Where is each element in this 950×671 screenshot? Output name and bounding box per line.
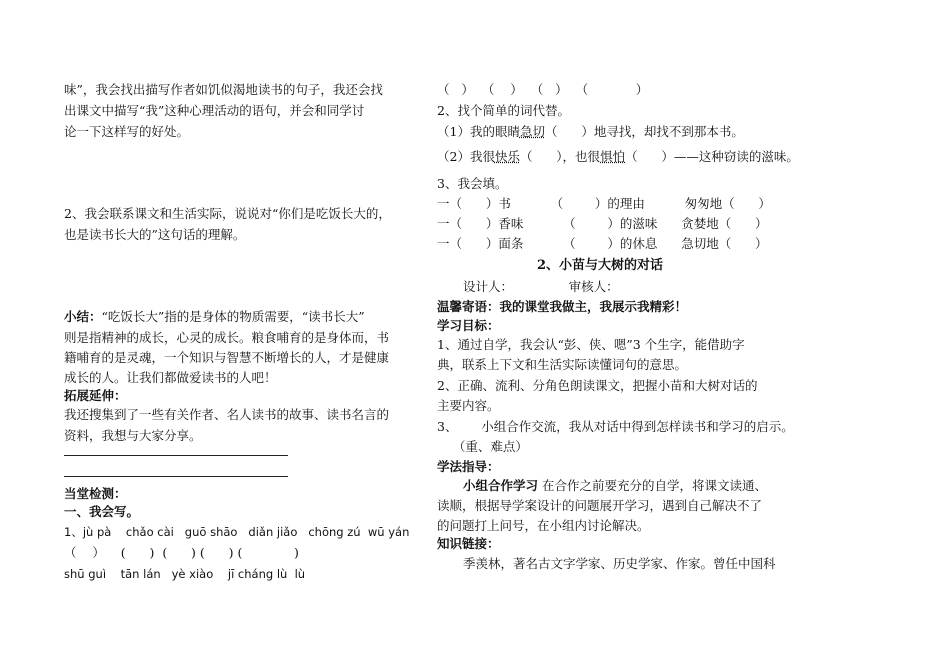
test-heading: 当堂检测： — [64, 486, 127, 501]
knowledge-line: 季羡林，著名古文字学家、历史学家、作家。曾任中国科 — [463, 556, 776, 571]
answer-line — [64, 476, 288, 477]
method-line: 读顺，根据导学案设计的问题展开学习，遇到自己解决不了 — [437, 498, 763, 513]
extend-line: 资料，我想与大家分享。 — [64, 428, 202, 443]
method-heading: 学法指导： — [437, 459, 500, 474]
summary-line: 成长的人。让我们都做爱读书的人吧！ — [64, 370, 277, 385]
bracket-row: （ ） ( ) ( ) ( ) ( ) — [64, 545, 299, 560]
method-line: 的问题打上问号，在小组内讨论解决。 — [437, 518, 650, 533]
extend-heading: 拓展延伸： — [64, 388, 127, 403]
question-text: （2）我很 — [437, 149, 495, 164]
bracket-row: （ ） （ ） （ ） （ ） — [437, 82, 649, 97]
pinyin-row-2: shū guì tān lán yè xiào jī cháng lù lù — [64, 567, 306, 581]
paragraph-line: 论一下这样写的好处。 — [64, 124, 190, 139]
fill-row: 一（ ）面条 （ ）的休息 急切地（ ） — [437, 236, 768, 251]
extend-line: 我还搜集到了一些有关作者、名人读书的故事、读书名言的 — [64, 407, 390, 422]
goal-line: 1、通过自学，我会认“彭、侠、嗯”3 个生字，能借助字 — [437, 337, 745, 352]
question-2a — [437, 124, 744, 140]
summary-label: 小结： — [64, 309, 102, 324]
question-text: （ ）——这种窃读的滋味。 — [625, 149, 799, 164]
summary-text: “吃饭长大”指的是身体的物质需要，“读书长大” — [101, 309, 365, 324]
dotted-word: 急切 — [519, 124, 545, 139]
knowledge-heading: 知识链接： — [437, 536, 500, 551]
paragraph-line: 味”，我会找出描写作者如饥似渴地读书的句子，我还会找 — [64, 82, 383, 97]
question-text: （ ），也很 — [519, 149, 601, 164]
goal-line: （重、难点） — [437, 439, 528, 454]
method-emphasis: 小组合作学习 — [463, 478, 539, 493]
goal-line: 典，联系上下文和生活实际读懂词句的意思。 — [437, 357, 688, 372]
question-2b — [437, 149, 799, 165]
question-text: （ ）地寻找，却找不到那本书。 — [544, 124, 744, 139]
answer-line — [64, 455, 288, 456]
goal-line: 主要内容。 — [437, 398, 500, 413]
motto: 温馨寄语：我的课堂我做主，我展示我精彩！ — [437, 299, 688, 314]
question-2-line: 2、我会联系课文和生活实际，说说对“你们是吃饭长大的， — [64, 206, 391, 221]
write-heading: 一、我会写。 — [64, 504, 140, 519]
pinyin-row-1: 1、jù pà chǎo cài guō shāo diǎn jiǎo chōng zú wū yán — [64, 525, 410, 539]
summary-line: 籍哺育的是灵魂，一个知识与智慧不断增长的人，才是健康 — [64, 350, 390, 365]
question-2-line: 也是读书长大的”这句话的理解。 — [64, 227, 246, 242]
dotted-word: 快乐 — [494, 149, 520, 164]
fill-row: 一（ ）香味 （ ）的滋味 贪婪地（ ） — [437, 216, 768, 231]
designer-line: 设计人： 审核人： — [463, 279, 619, 294]
question-3: 3、我会填。 — [437, 176, 508, 191]
method-line-1 — [463, 478, 767, 494]
question-text: （1）我的眼睛 — [437, 124, 520, 139]
goals-heading: 学习目标： — [437, 318, 500, 333]
lesson-title: 2、小苗与大树的对话 — [537, 258, 664, 273]
summary-line: 则是指精神的成长，心灵的成长。粮食哺育的是身体而，书 — [64, 330, 390, 345]
question-2: 2、找个简单的词代替。 — [437, 103, 570, 118]
paragraph-line: 出课文中描写“我”这种心理活动的语句，并会和同学讨 — [64, 103, 365, 118]
summary-line-1 — [64, 309, 365, 325]
goal-line: 2、正确、流利、分角色朗读课文，把握小苗和大树对话的 — [437, 378, 758, 393]
dotted-word: 惧怕 — [600, 149, 626, 164]
goal-line: 3、 小组合作交流，我从对话中得到怎样读书和学习的启示。 — [437, 419, 794, 434]
method-text: 在合作之前要充分的自学，将课文读通、 — [538, 478, 767, 493]
fill-row: 一（ ）书 （ ）的理由 匆匆地（ ） — [437, 196, 771, 211]
